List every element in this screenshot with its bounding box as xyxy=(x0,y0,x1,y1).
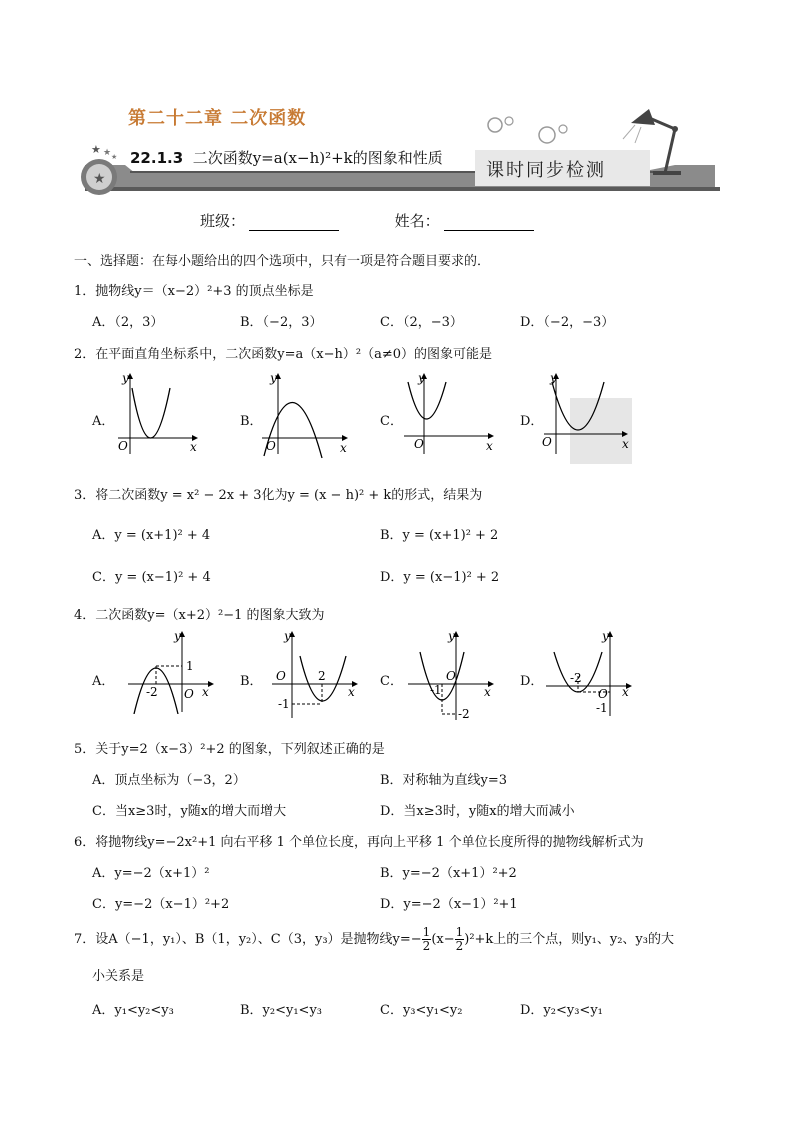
q1-stem: 1．抛物线y＝（x−2）²+3 的顶点坐标是 xyxy=(74,284,314,299)
q1-option-c: C．（2，−3） xyxy=(380,315,463,330)
q4-option-a: A． xyxy=(92,674,115,689)
q7-option-d: D．y₂<y₃<y₁ xyxy=(520,1003,603,1018)
svg-text:-2: -2 xyxy=(570,671,582,685)
q4-option-c: C． xyxy=(380,674,403,689)
q5-option-b: B．对称轴为直线y=3 xyxy=(380,773,508,788)
svg-text:x: x xyxy=(202,685,209,699)
svg-text:O: O xyxy=(276,669,286,683)
star-icon: ★ xyxy=(93,171,106,187)
lesson-title xyxy=(130,147,443,168)
section-title: 一、选择题：在每小题给出的四个选项中，只有一项是符合题目要求的． xyxy=(74,254,491,269)
class-name-line xyxy=(200,210,534,231)
q4-option-d: D． xyxy=(520,674,544,689)
q7-stem xyxy=(74,926,674,953)
q2-graph-c xyxy=(400,368,498,460)
q5-option-c: C．当x≥3时，y随x的增大而增大 xyxy=(92,804,287,819)
q1-option-a: A．（2，3） xyxy=(92,315,164,330)
svg-text:O: O xyxy=(118,439,128,453)
svg-text:2: 2 xyxy=(318,669,326,683)
q7-fraction-2: $\frac{1}{2}$ xyxy=(455,925,464,953)
q2-option-b: B． xyxy=(240,414,263,429)
svg-text:O: O xyxy=(184,687,194,701)
svg-text:-1: -1 xyxy=(596,701,608,715)
svg-text:-2: -2 xyxy=(458,707,470,721)
watermark-patch xyxy=(570,398,632,464)
svg-text:-2: -2 xyxy=(146,685,158,699)
q1-option-d: D．（−2，−3） xyxy=(520,315,615,330)
svg-text:O: O xyxy=(266,439,276,453)
q7-stem-post: )²+k上的三个点，则y₁、y₂、y₃的大 xyxy=(464,932,674,947)
svg-text:-1: -1 xyxy=(430,683,442,697)
q2-graph-a xyxy=(112,368,200,460)
q7-option-b: B．y₂<y₁<y₃ xyxy=(240,1003,323,1018)
q3-stem: 3．将二次函数y = x² − 2x + 3化为y = (x − h)² + k的形式，结果为 xyxy=(74,488,483,503)
q6-stem: 6．将抛物线y=−2x²+1 向右平移 1 个单位长度，再向上平移 1 个单位长度所得的抛物线解析式为 xyxy=(74,835,644,850)
svg-text:y: y xyxy=(284,629,291,643)
class-blank[interactable] xyxy=(249,216,339,231)
q7-fraction-1: $\frac{1}{2}$ xyxy=(422,925,431,953)
svg-text:O: O xyxy=(446,669,456,683)
q7-option-a: A．y₁<y₂<y₃ xyxy=(92,1003,174,1018)
q6-option-c: C．y=−2（x−1）²+2 xyxy=(92,897,230,912)
q4-stem: 4．二次函数y=（x+2）²−1 的图象大致为 xyxy=(74,608,325,623)
q3-option-a: A．y = (x+1)² + 4 xyxy=(92,528,211,543)
svg-text:O: O xyxy=(414,437,424,451)
svg-text:x: x xyxy=(486,439,493,453)
svg-text:x: x xyxy=(484,685,491,699)
q3-option-d: D．y = (x−1)² + 2 xyxy=(380,570,500,585)
svg-text:-1: -1 xyxy=(278,697,290,711)
q2-stem: 2．在平面直角坐标系中，二次函数y=a（x−h）²（a≠0）的图象可能是 xyxy=(74,347,492,362)
q7-option-c: C．y₃<y₁<y₂ xyxy=(380,1003,463,1018)
q4-graph-b xyxy=(270,628,362,720)
svg-text:O: O xyxy=(542,435,552,449)
q6-option-a: A．y=−2（x+1）² xyxy=(92,866,210,881)
q2-graph-d xyxy=(540,368,632,464)
svg-text:1: 1 xyxy=(186,659,194,673)
lesson-topic: 二次函数y=a(x−h)²+k的图象和性质 xyxy=(192,149,443,167)
name-blank[interactable] xyxy=(444,216,534,231)
q3-option-c: C．y = (x−1)² + 4 xyxy=(92,570,211,585)
class-label: 班级： xyxy=(200,212,246,230)
svg-text:★: ★ xyxy=(91,143,101,156)
q7-stem-pre: 7．设A（−1，y₁）、B（1，y₂）、C（3，y₃）是抛物线y=− xyxy=(74,932,422,947)
svg-text:x: x xyxy=(348,685,355,699)
q4-graph-a xyxy=(126,628,220,714)
q2-option-d: D． xyxy=(520,414,544,429)
q2-graph-b xyxy=(258,368,350,460)
q2-option-a: A． xyxy=(92,414,115,429)
svg-text:y: y xyxy=(448,629,455,643)
lesson-number: 22.1.3 xyxy=(130,149,184,167)
svg-text:★: ★ xyxy=(111,153,118,161)
q5-option-d: D．当x≥3时，y随x的增大而减小 xyxy=(380,804,575,819)
chapter-title: 第二十二章 二次函数 xyxy=(128,108,307,129)
q2-option-c: C． xyxy=(380,414,403,429)
q7-stem-mid: (x− xyxy=(431,932,455,947)
svg-text:★: ★ xyxy=(103,148,112,158)
q5-stem: 5．关于y=2（x−3）²+2 的图象，下列叙述正确的是 xyxy=(74,742,385,757)
q5-option-a: A．顶点坐标为（−3，2） xyxy=(92,773,246,788)
q6-option-b: B．y=−2（x+1）²+2 xyxy=(380,866,517,881)
svg-text:y: y xyxy=(418,371,425,385)
slogan: 课时同步检测 xyxy=(486,160,606,181)
svg-text:y: y xyxy=(174,629,181,643)
svg-text:x: x xyxy=(340,441,347,455)
q4-option-b: B． xyxy=(240,674,263,689)
svg-text:x: x xyxy=(190,440,197,454)
svg-text:y: y xyxy=(270,371,277,385)
q1-option-b: B．（−2，3） xyxy=(240,315,323,330)
svg-text:y: y xyxy=(550,371,557,385)
svg-text:y: y xyxy=(602,629,609,643)
q3-option-b: B．y = (x+1)² + 2 xyxy=(380,528,499,543)
q7-stem-line2: 小关系是 xyxy=(92,969,145,984)
q6-option-d: D．y=−2（x−1）²+1 xyxy=(380,897,518,912)
svg-text:x: x xyxy=(622,437,629,451)
q4-graph-c xyxy=(406,628,498,724)
q4-graph-d xyxy=(544,628,636,720)
svg-text:y: y xyxy=(122,371,129,385)
svg-text:O: O xyxy=(598,687,608,701)
svg-text:x: x xyxy=(622,685,629,699)
name-label: 姓名： xyxy=(394,212,440,230)
